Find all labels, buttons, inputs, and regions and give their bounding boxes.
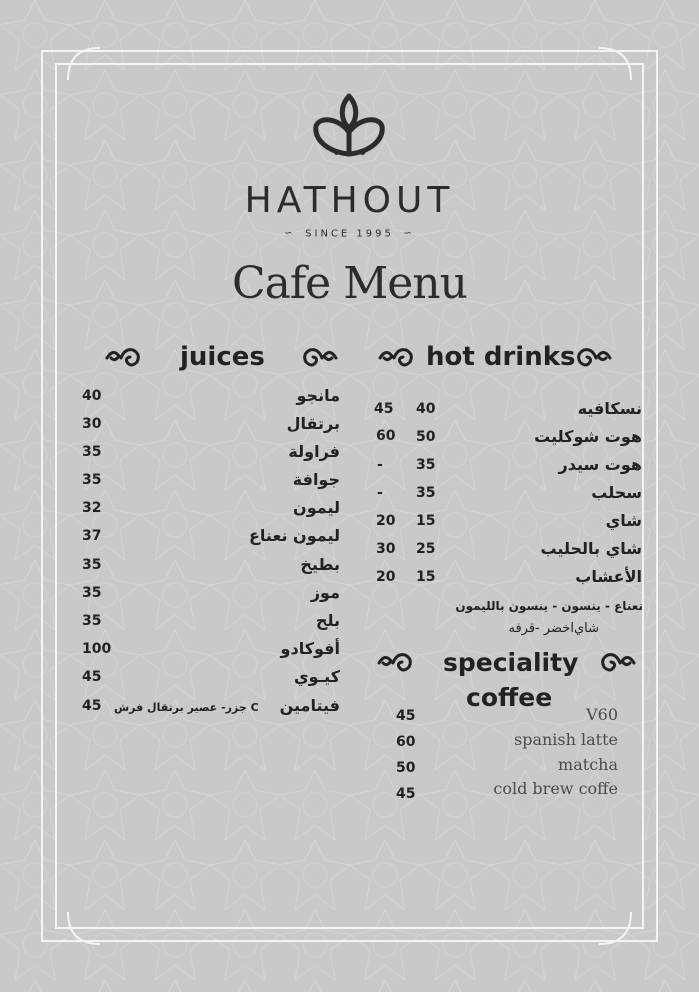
item-name: سحلب bbox=[591, 483, 642, 502]
price-small: 15 bbox=[416, 513, 436, 529]
item-name: cold brew coffe bbox=[493, 779, 618, 798]
item-name: شاي بالحليب bbox=[540, 539, 642, 558]
item-name: مانجو bbox=[296, 386, 340, 405]
price-large: - bbox=[377, 485, 383, 501]
item-price: 45 bbox=[82, 698, 102, 714]
price-large: 20 bbox=[376, 569, 396, 585]
item-name: أفوكادو bbox=[280, 639, 340, 658]
item-name: هوت شوكليت bbox=[534, 427, 642, 446]
price-large: - bbox=[377, 457, 383, 473]
item-name: ليمون نعناع bbox=[248, 526, 340, 545]
price-small: 25 bbox=[416, 541, 436, 557]
item-name: كيـوي bbox=[294, 667, 340, 686]
swirl-right-icon: ∽ bbox=[403, 228, 415, 239]
item-name: فيتامين bbox=[279, 696, 340, 715]
hot-drinks-heading: hot drinks bbox=[426, 342, 576, 372]
item-name: هوت سيدر bbox=[558, 455, 642, 474]
item-price: 45 bbox=[396, 708, 416, 724]
item-name: شاي bbox=[605, 511, 642, 530]
item-price: 45 bbox=[396, 786, 416, 802]
item-name: matcha bbox=[558, 755, 618, 774]
since-text: SINCE 1995 bbox=[305, 228, 394, 240]
item-price: 35 bbox=[82, 585, 102, 601]
page-title: Cafe Menu bbox=[232, 258, 467, 309]
item-price: 50 bbox=[396, 760, 416, 776]
price-large: 20 bbox=[376, 513, 396, 529]
speciality-heading: speciality bbox=[443, 648, 579, 677]
herbs-note: شاي‌اخضر -قرفه bbox=[508, 621, 599, 636]
corner-ornament-top-right bbox=[597, 46, 633, 82]
item-price: 100 bbox=[82, 641, 112, 657]
price-large: 45 bbox=[374, 401, 394, 417]
swirl-left-icon: ∽ bbox=[284, 228, 296, 239]
item-price: 35 bbox=[82, 472, 102, 488]
swirl-ornament-icon bbox=[103, 345, 143, 371]
item-price: 35 bbox=[82, 444, 102, 460]
item-name: ليمون bbox=[293, 498, 340, 517]
item-price: 45 bbox=[82, 669, 102, 685]
herbs-note: نعناع - ينسون - ينسون بالليمون bbox=[455, 599, 643, 613]
price-small: 40 bbox=[416, 401, 436, 417]
item-name: spanish latte bbox=[514, 730, 618, 749]
lotus-logo-icon bbox=[312, 92, 386, 164]
coffee-heading: coffee bbox=[466, 683, 553, 712]
price-large: 60 bbox=[376, 428, 396, 444]
price-large: 30 bbox=[376, 541, 396, 557]
item-name: V60 bbox=[586, 705, 618, 724]
item-name: فراولة bbox=[288, 442, 340, 461]
item-price: 35 bbox=[82, 557, 102, 573]
item-name: بلح bbox=[315, 611, 340, 630]
item-price: 32 bbox=[82, 500, 102, 516]
swirl-ornament-icon bbox=[574, 345, 614, 371]
corner-ornament-bottom-right bbox=[597, 910, 633, 946]
item-name: جوافة bbox=[292, 470, 340, 489]
item-price: 40 bbox=[82, 388, 102, 404]
item-name: الأعشاب bbox=[575, 567, 642, 586]
swirl-ornament-icon bbox=[376, 345, 416, 371]
swirl-ornament-icon bbox=[375, 650, 415, 676]
swirl-ornament-icon bbox=[598, 650, 638, 676]
price-small: 35 bbox=[416, 457, 436, 473]
item-price: 37 bbox=[82, 528, 102, 544]
brand-name: HATHOUT bbox=[244, 180, 455, 221]
juices-heading: juices bbox=[180, 342, 265, 372]
item-name: بطيخ bbox=[300, 555, 340, 574]
item-price: 35 bbox=[82, 613, 102, 629]
item-price: 60 bbox=[396, 734, 416, 750]
item-name: موز bbox=[310, 583, 340, 602]
price-small: 15 bbox=[416, 569, 436, 585]
item-price: 30 bbox=[82, 416, 102, 432]
item-note: C جزر- عصير برتقال فرش bbox=[114, 701, 259, 714]
price-small: 35 bbox=[416, 485, 436, 501]
price-small: 50 bbox=[416, 429, 436, 445]
corner-ornament-bottom-left bbox=[66, 910, 102, 946]
swirl-ornament-icon bbox=[300, 345, 340, 371]
since-line bbox=[0, 228, 699, 240]
item-name: برتقال bbox=[286, 414, 340, 433]
corner-ornament-top-left bbox=[66, 46, 102, 82]
item-name: نسكافيه bbox=[577, 399, 642, 418]
